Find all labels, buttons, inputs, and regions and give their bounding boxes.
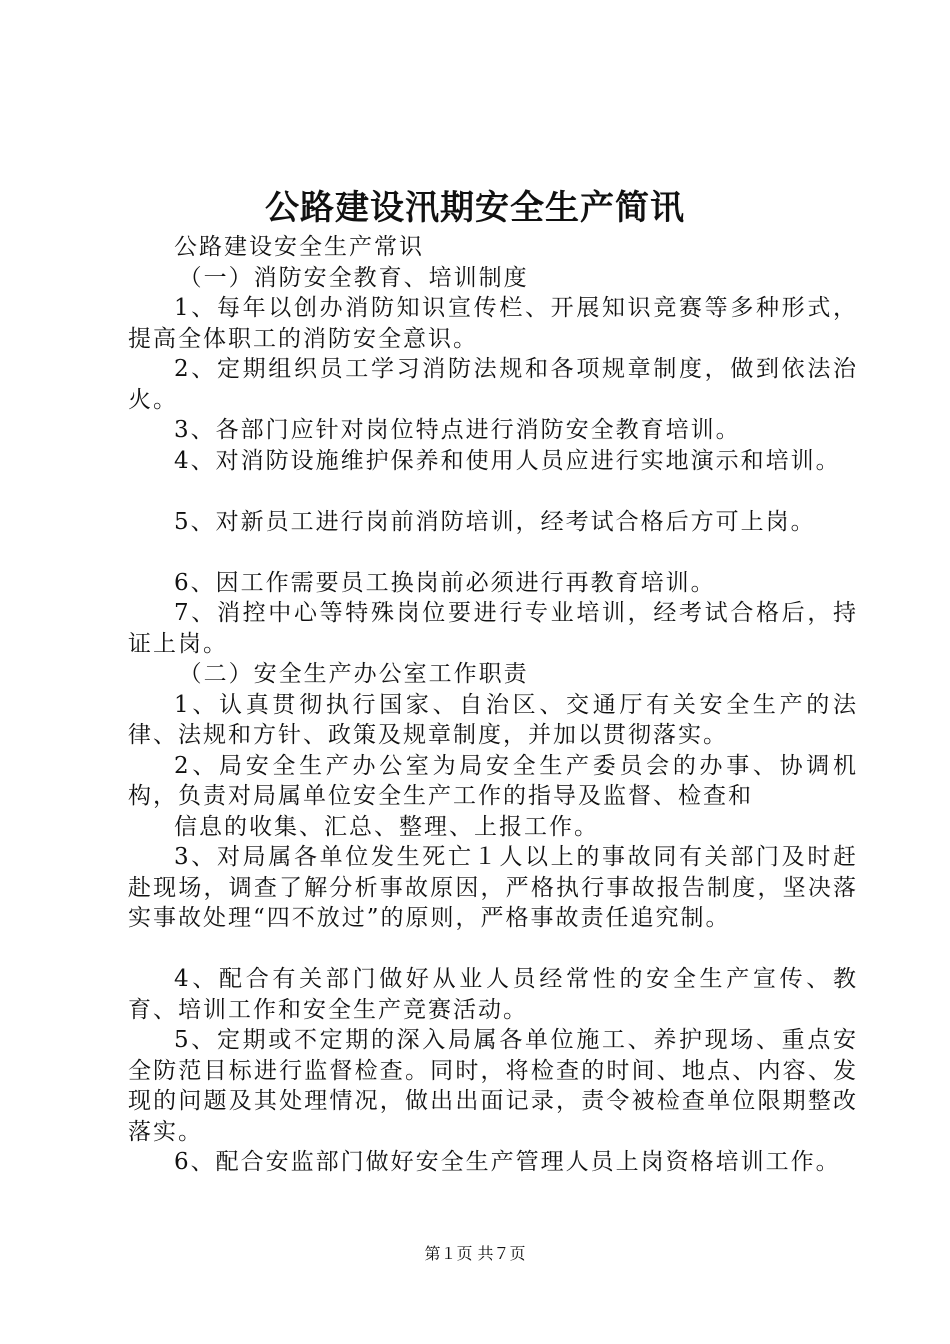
document-body xyxy=(128,232,858,1178)
blank-line xyxy=(128,934,858,965)
blank-line xyxy=(128,476,858,507)
section-1-item-1: 1、每年以创办消防知识宣传栏、开展知识竞赛等多种形式，提高全体职工的消防安全意识。 xyxy=(128,295,858,352)
blank-line xyxy=(128,537,858,568)
section-2-item-3: 3、对局属各单位发生死亡１人以上的事故同有关部门及时赶赴现场，调查了解分析事故原因，严格执行事故报告制度，坚决落实事故处理“四不放过”的原则，严格事故责任追究制。 xyxy=(128,844,858,931)
section-2-item-1: 1、认真贯彻执行国家、自治区、交通厅有关安全生产的法律、法规和方针、政策及规章制度，并加以贯彻落实。 xyxy=(128,691,858,748)
section-2-item-4: 4、配合有关部门做好从业人员经常性的安全生产宣传、教育、培训工作和安全生产竞赛活动。 xyxy=(128,966,858,1023)
section-1-heading: （一）消防安全教育、培训制度 xyxy=(178,264,529,291)
section-2-item-2-continued: 信息的收集、汇总、整理、上报工作。 xyxy=(174,813,599,840)
section-1-item-4: 4、对消防设施维护保养和使用人员应进行实地演示和培训。 xyxy=(174,447,841,474)
section-1-item-5: 5、对新员工进行岗前消防培训，经考试合格后方可上岗。 xyxy=(174,508,816,535)
section-2-item-5: 5、定期或不定期的深入局属各单位施工、养护现场、重点安全防范目标进行监督检查。同时，将检查的时间、地点、内容、发现的问题及其处理情况，做出出面记录，责令被检查单位限期整改落实。 xyxy=(128,1027,858,1145)
section-1-item-6: 6、因工作需要员工换岗前必须进行再教育培训。 xyxy=(174,569,716,596)
section-1-item-3: 3、各部门应针对岗位特点进行消防安全教育培训。 xyxy=(174,417,741,443)
subtitle: 公路建设安全生产常识 xyxy=(174,234,424,260)
page-number-footer: 第１页 共７页 xyxy=(424,1244,526,1263)
section-2-item-2: 2、局安全生产办公室为局安全生产委员会的办事、协调机构，负责对局属单位安全生产工作的指导及监督、检查和 xyxy=(128,752,858,809)
section-1-item-2: 2、定期组织员工学习消防法规和各项规章制度，做到依法治火。 xyxy=(128,356,858,413)
section-2-heading: （二）安全生产办公室工作职责 xyxy=(178,661,529,687)
document-title: 公路建设汛期安全生产简讯 xyxy=(265,188,685,228)
section-1-item-7: 7、消控中心等特殊岗位要进行专业培训，经考试合格后，持证上岗。 xyxy=(128,600,858,657)
section-2-item-6: 6、配合安监部门做好安全生产管理人员上岗资格培训工作。 xyxy=(174,1149,841,1175)
